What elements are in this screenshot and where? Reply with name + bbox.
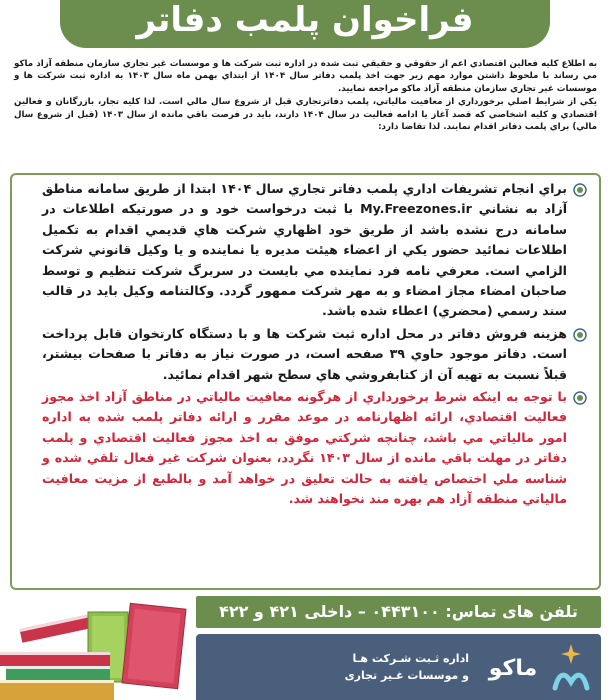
flower-bullet-icon — [573, 328, 587, 342]
organization-name — [329, 650, 469, 684]
bullet-text: هزينه فروش دفاتر در محل اداره ثبت شرکت ها و با دستگاه کارتخوان قابل پرداخت است. دفاتر موجود حاوي ۳۹ صفحه است، در صورت نياز به دفاتر با صفحات بيشتر، قبلاً نسبت به تهيه آن از کتابفروشي هاي سطح شهر اقدام نمائيد. — [42, 325, 567, 382]
flower-bullet-icon — [573, 183, 587, 197]
page-title: فراخوان پلمب دفاتر — [60, 0, 550, 48]
books-illustration-icon — [0, 586, 194, 700]
organization-line: اداره ثـبت شـرکت هـا — [352, 652, 469, 665]
bullet-item-warning — [42, 387, 587, 509]
flower-bullet-icon — [573, 391, 587, 405]
bullet-item — [42, 179, 587, 322]
footer-banner — [196, 634, 601, 700]
requirements-box — [10, 173, 601, 590]
logo-text: ماکو — [488, 656, 538, 681]
contact-phone-bar: تلفن های تماس: ۰۴۴۳۱۰۰ – داخلی ۴۲۱ و ۴۲۲ — [196, 596, 601, 628]
intro-section — [14, 58, 597, 134]
bullet-text: با توجه به اينکه شرط برخورداري از هرگونه معافيت مالياتي در مناطق آزاد اخذ مجوز فعاليت اقتصادي، ارائه اظهارنامه در موعد مقرر و ارائه دفاتر پلمب شده به اداره امور مالياتي مي باشد، چنانچه شرکتي موفق به اخذ مجوز فعاليت اقتصادي و پلمب دفاتر در مهلت باقي مانده از سال ۱۴۰۳ نگردد، بعنوان شرکت غير فعال تلقي شده و شناسه ملي اختصاص يافته به حالت تعليق در خواهد آمد و بالطبع از مزيت معافيت مالياتي منطقه آزاد هم بهره مند نخواهند شد. — [42, 389, 567, 507]
maku-logo-icon — [551, 642, 591, 694]
bullet-item — [42, 324, 587, 385]
organization-line: و موسسات غـیر تجاری — [344, 669, 469, 682]
bullet-text: براي انجام تشريفات اداري پلمب دفاتر تجاري سال ۱۴۰۴ ابتدا از طريق سامانه مناطق آزاد به نشاني My.Freezones.ir با ثبت درخواست خود و در صورتيکه اطلاعات در سامانه درج نشده باشد از طريق خود اظهاري شرکت هاي قديمي اقدام به تکميل اطلاعات نمائيد حضور يکي از اعضاء هيئت مديره يا نماينده و يا وکيل قانوني شرکت الزامي است. معرفي نامه فرد نماينده مي بايست در سربرگ شرکت تنظيم و توسط صاحبان امضاء مجاز امضاء و به مهر شرکت ممهور گردد. وکالتنامه وکيل بايد در قالب سند رسمي (محضري) اعطاء شده باشد. — [42, 181, 568, 319]
intro-paragraph: يکي از شرايط اصلي برخورداري از معافيت مالياتي، پلمب دفاترتجاري قبل از شروع سال مالي است. لذا کليه تجار، بازرگانان و فعالين اقتصادي و کليه اشخاصي که قصد آغاز يا ادامه فعاليت در سال ۱۴۰۴ دارند، بايد در فرصت باقي مانده از سال ۱۴۰۳ (قبل از شروع سال مالي) براي پلمب دفاتر اقدام نمايند. لذا تقاضا دارد: — [14, 97, 597, 133]
intro-paragraph: به اطلاع کلیه فعالین اقتصادي اعم از حقوقي و حقيقي ثبت شده در اداره ثبت شرکت ها و موسسات غير تجاري سازمان منطقه آزاد ماکو مي رساند با ملحوظ داشتن موارد مهم زير جهت اخذ پلمب دفاتر سال ۱۴۰۴ از ابتداي بهمن ماه سال ۱۴۰۳ به اداره ثبت شرکت ها و موسسات غير تجاري سازمان منطقه آزاد ماکو مراجعه نمايید. — [14, 59, 598, 94]
